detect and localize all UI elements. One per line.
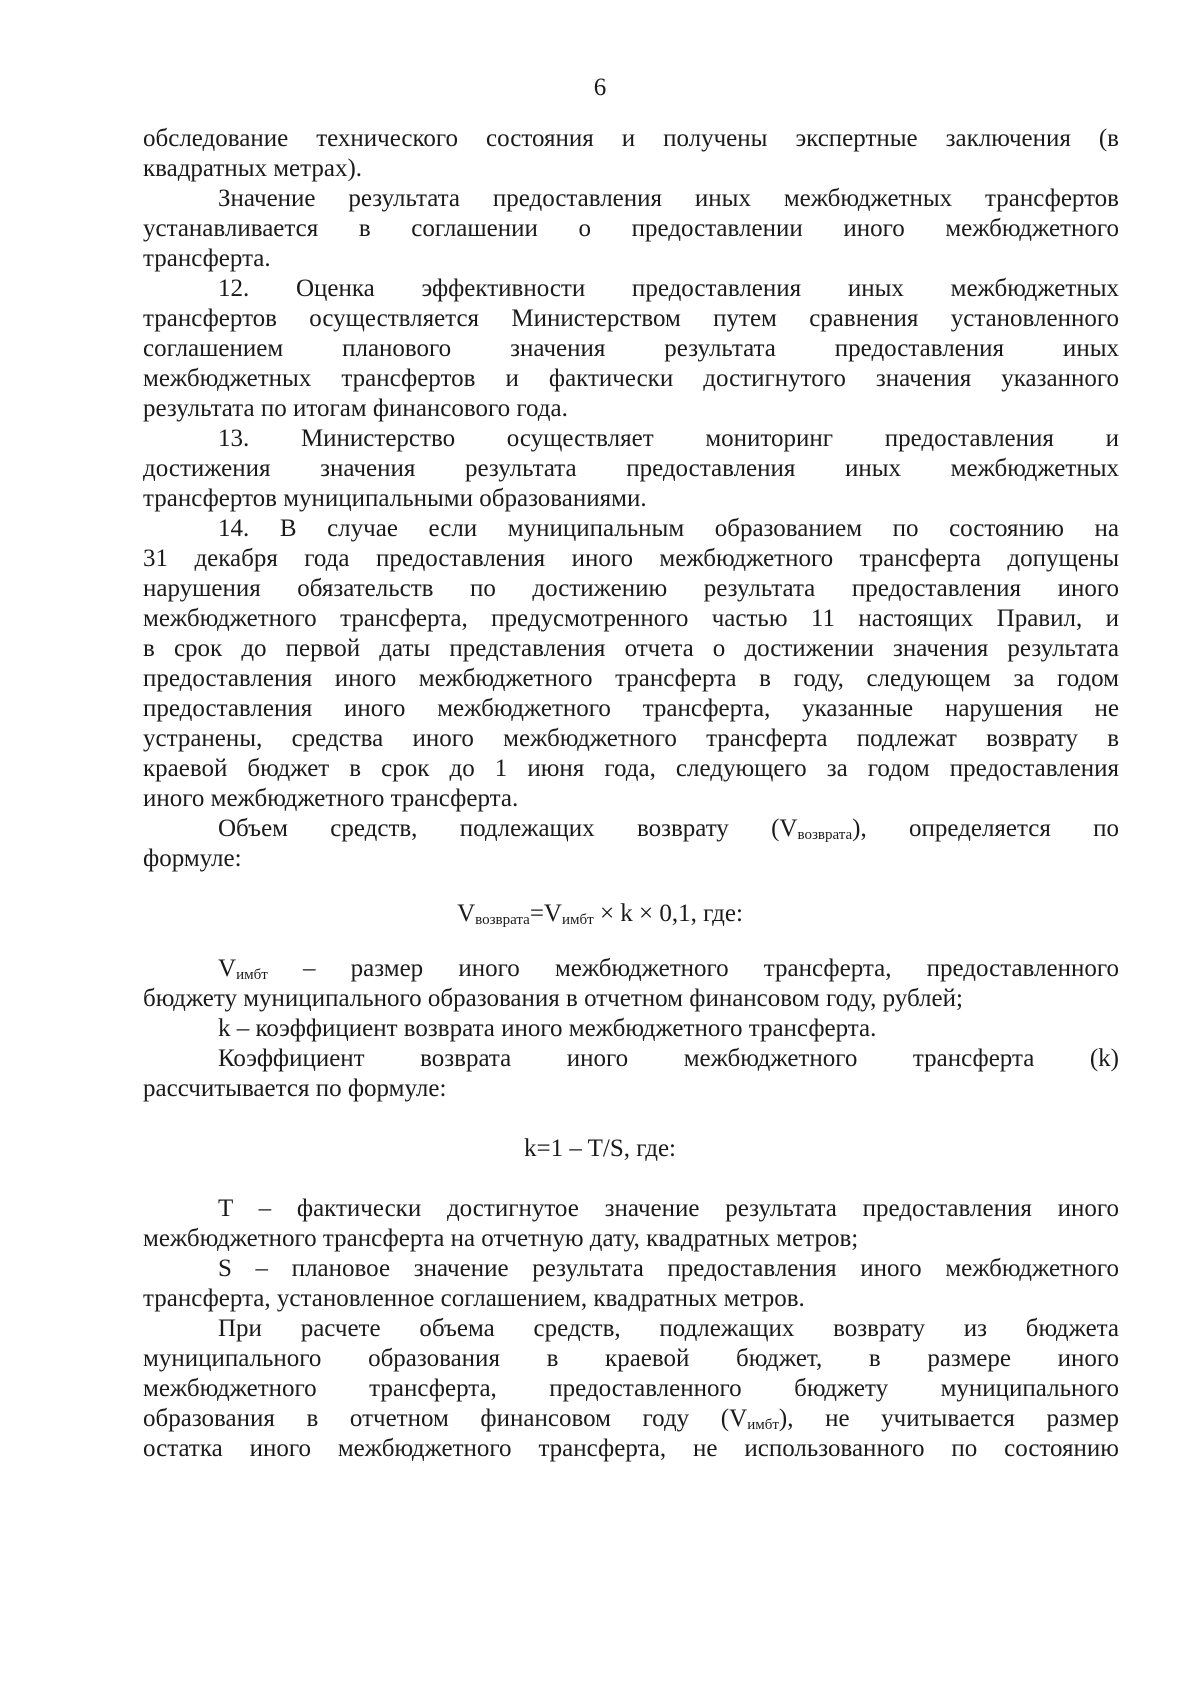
text-line: остатка иного межбюджетного трансферта, не использованного по состоянию: [143, 1435, 1119, 1462]
text-line: 14. В случае если муниципальным образованием по состоянию на: [218, 515, 1119, 542]
formula-k: k=1 – T/S, где:: [523, 1135, 677, 1162]
text-line: иного межбюджетного трансферта.: [143, 785, 519, 812]
text-line: Значение результата предоставления иных межбюджетных трансфертов: [218, 185, 1119, 212]
text-line: в срок до первой даты представления отчета о достижении значения результата: [143, 635, 1119, 662]
text-line: устранены, средства иного межбюджетного трансферта подлежат возврату в: [143, 725, 1119, 752]
vimbt-line: образования в отчетном финансовом году $(V_{имбт})$, не учитывается размер: [143, 1405, 1119, 1433]
text-line: нарушения обязательств по достижению результата предоставления иного: [143, 575, 1119, 602]
text-line: предоставления иного межбюджетного трансферта, указанные нарушения не: [143, 695, 1119, 722]
vimbt-definition: $V_{имбт}$ – размер иного межбюджетного трансферта, предоставленного: [218, 955, 1119, 983]
text-line: устанавливается в соглашении о предоставлении иного межбюджетного: [143, 215, 1119, 242]
text-line: достижения значения результата предоставления иных межбюджетных: [143, 455, 1119, 482]
text-line: S – плановое значение результата предоставления иного межбюджетного: [218, 1255, 1119, 1282]
text-line: обследование технического состояния и получены экспертные заключения (в: [143, 125, 1119, 152]
k-definition: k – коэффициент возврата иного межбюджетного трансферта.: [218, 1015, 877, 1042]
text-line: муниципального образования в краевой бюджет, в размере иного: [143, 1345, 1119, 1372]
text-line: межбюджетного трансферта на отчетную дату, квадратных метров;: [143, 1225, 859, 1252]
page-number: 6: [593, 74, 607, 101]
text-line: межбюджетного трансферта, предусмотренного частью 11 настоящих Правил, и: [143, 605, 1119, 632]
text-line: межбюджетного трансферта, предоставленного бюджету муниципального: [143, 1375, 1119, 1402]
text-line: соглашением планового значения результата предоставления иных: [143, 335, 1119, 362]
volume-line: Объем средств, подлежащих возврату $(V_{возврата})$, определяется по: [218, 815, 1119, 843]
text-line: краевой бюджет в срок до 1 июня года, следующего за годом предоставления: [143, 755, 1119, 782]
text-line: трансфертов муниципальными образованиями.: [143, 485, 647, 512]
text-line: При расчете объема средств, подлежащих возврату из бюджета: [218, 1315, 1119, 1342]
text-line: 13. Министерство осуществляет мониторинг предоставления и: [218, 425, 1119, 452]
text-line: межбюджетных трансфертов и фактически достигнутого значения указанного: [143, 365, 1119, 392]
text-line: бюджету муниципального образования в отчетном финансовом году, рублей;: [143, 985, 963, 1012]
formula-volume: $V_{возврата}=V_{имбт} \times k \times 0,1$, где:: [457, 900, 743, 928]
text-line: результата по итогам финансового года.: [143, 395, 568, 422]
text-line: трансферта, установленное соглашением, квадратных метров.: [143, 1285, 805, 1312]
text-line: предоставления иного межбюджетного трансферта в году, следующем за годом: [143, 665, 1119, 692]
text-line: Коэффициент возврата иного межбюджетного трансферта (k): [218, 1045, 1119, 1072]
text-line: 12. Оценка эффективности предоставления иных межбюджетных: [218, 275, 1119, 302]
text-line: T – фактически достигнутое значение результата предоставления иного: [218, 1195, 1119, 1222]
text-line: формуле:: [143, 845, 242, 872]
text-line: трансфертов осуществляется Министерством путем сравнения установленного: [143, 305, 1119, 332]
text-line: трансферта.: [143, 245, 271, 272]
text-line: квадратных метрах).: [143, 155, 363, 182]
text-line: рассчитывается по формуле:: [143, 1075, 447, 1102]
text-line: 31 декабря года предоставления иного межбюджетного трансферта допущены: [143, 545, 1119, 572]
